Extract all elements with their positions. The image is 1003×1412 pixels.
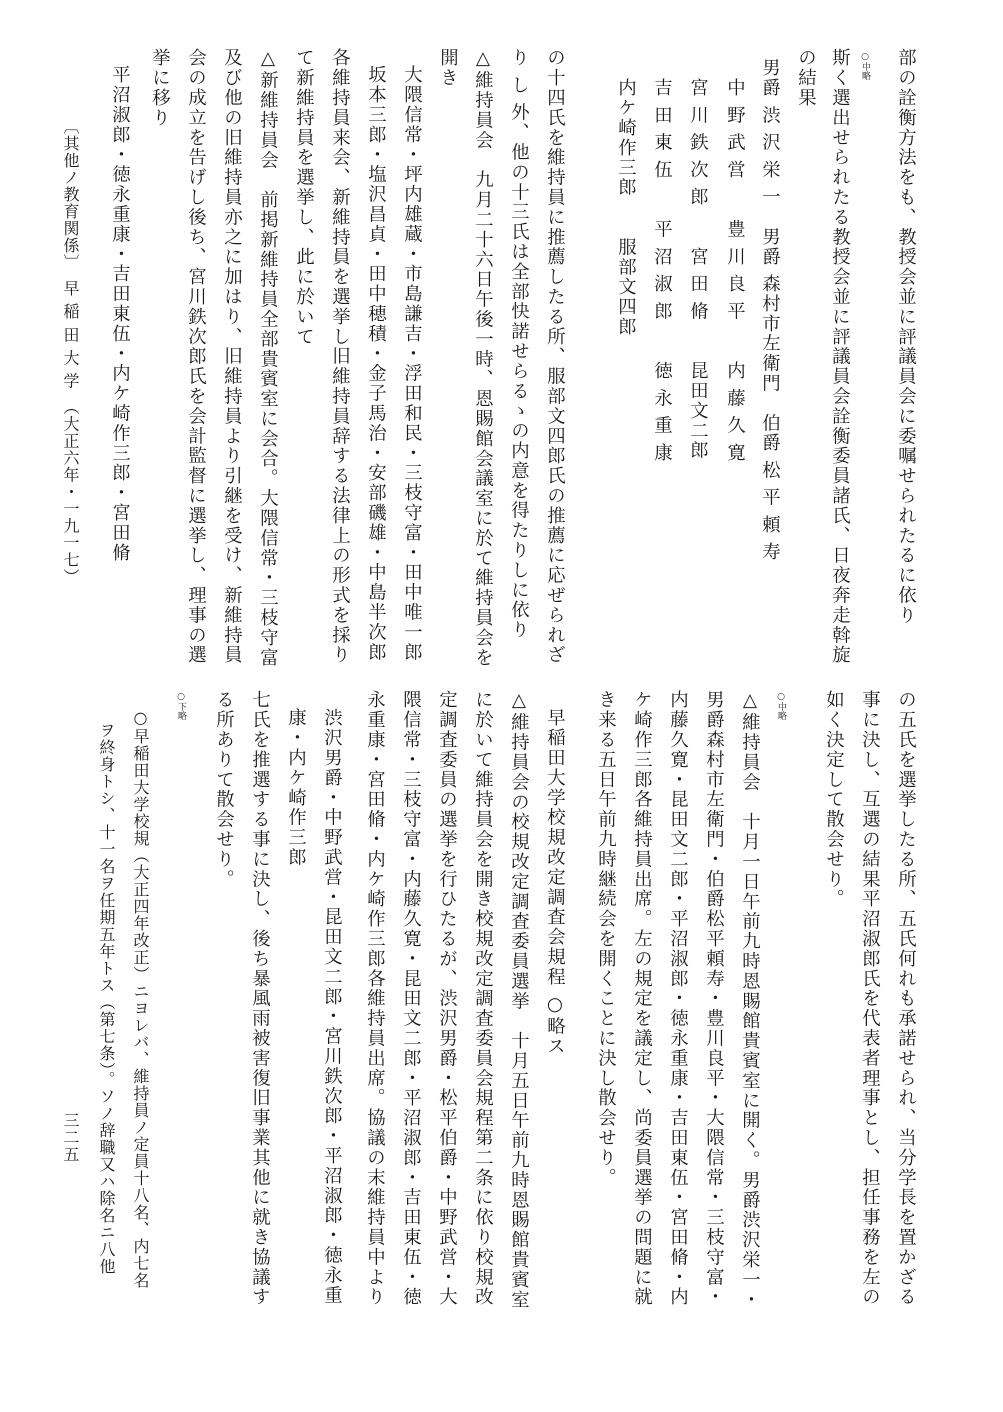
top-col-7: 宮 川 鉄 次 郎 宮 田 脩 昆田文二郎 (687, 78, 709, 461)
top-col-13: 開き (437, 48, 459, 88)
top-col-18: △新維持員会 前掲新維持員全部貴賓室に会合。大隈信常・三枝守富 (257, 48, 279, 668)
bottom-note-chuuryaku: ○中略 (776, 692, 786, 720)
bottom-col-14: 隈信常・三枝守富・内藤久寛・昆田文二郎・平沼淑郎・吉田東伍・徳 (400, 690, 422, 1307)
top-col-21: 挙に移り (149, 48, 171, 128)
bottom-col-10: 早稲田大学校規改定調査会規程 ○略ス (544, 708, 566, 1057)
top-col-20: 会の成立を告げし後ち、宮川鉄次郎氏を会計監督に選挙し、理事の選 (185, 48, 207, 665)
bottom-col-18: 七氏を推選する事に決し、後ち暴風雨被害復旧事業其他に就き協議す (249, 690, 271, 1307)
bottom-col-3: 如く決定して散会せり。 (823, 690, 845, 909)
bottom-footnote-2: ヲ終身トシ、十一名ヲ任期五年トス（第七条）。ソノ辞職又ハ除名ニ八他 (97, 722, 116, 1275)
bottom-footnote-1: ○早稲田大学校規（大正四年改正）ニヨレバ、維持員ノ定員十八名、内七名 (131, 708, 150, 1289)
top-col-15: 坂本三郎・塩沢昌貞・田中穂積・金子馬治・安部磯雄・中島半次郎 (365, 65, 387, 662)
top-col-16: 各維持員来会、新維持員を選挙し旧維持員辞する法律上の形式を採り (329, 48, 351, 665)
bottom-col-2: 事に決し、互選の結果平沼淑郎氏を代表者理事とし、担任事務を左の (859, 690, 881, 1307)
top-col-3: 斯く選出せられたる教授会並に評議員会詮衡委員諸氏、日夜奔走斡旋 (829, 48, 851, 665)
top-col-11: り し 外、他の十三氏は全部快諾せらるゝの内意を得たりしに依り (508, 48, 530, 640)
bottom-col-1: の五氏を選挙したる所、五氏何れも承諾せられ、当分学長を置かざる (895, 690, 917, 1307)
bottom-col-6: 男爵森村市左衛門・伯爵松平頼寿・豊川良平・大隈信常・三枝守富・ (703, 690, 725, 1307)
top-col-14: 大隈信常・坪内雄蔵・市島謙吉・浮田和民・三枝守富・田中唯一郎 (401, 65, 423, 662)
bottom-col-15: 永重康・宮田脩・内ケ崎作三郎各維持員出席。協議の末維持員中より (364, 690, 386, 1307)
top-col-12: △維持員会 九月二十六日午後一時、恩賜館会議室に於て維持員会を (472, 48, 494, 668)
top-col-9: 内ケ崎作三郎 服部文四郎 (615, 78, 637, 337)
bottom-col-12: に於いて維持員会を開き校規改定調査委員会規程第二条に依り校規改 (472, 690, 494, 1307)
page-number: 三二五 (61, 1112, 80, 1163)
top-col-6: 中 野 武 営 豊 川 良 平 内 藤 久 寛 (724, 78, 746, 463)
bottom-col-16: 渋沢男爵・中野武営・昆田文二郎・宮川鉄次郎・平沼淑郎・徳永重 (321, 708, 343, 1305)
bottom-col-9: き来る五日午前九時継続会を開くことに決し散会せり。 (595, 690, 617, 1188)
bottom-col-7: 内藤久寛・昆田文二郎・平沼淑郎・徳永重康・吉田東伍・宮田脩・内 (667, 690, 689, 1307)
running-header: 〔其他ノ教育関係〕 早 稲 田 大 学 （大正六年・一九一七） (61, 118, 80, 586)
bottom-col-5: △維持員会 十月一日午前九時恩賜館貴賓室に開く。男爵渋沢栄一・ (739, 690, 761, 1310)
bottom-col-8: ケ崎作三郎各維持員出席。左の規定を議定し、尚委員選挙の問題に就 (631, 690, 653, 1307)
top-col-1: 部の詮衡方法をも、教授会並に評議員会に委嘱せられたるに依り (895, 48, 917, 626)
top-col-5: 男爵 渋 沢 栄 一 男爵 森村市左衛門 伯爵 松 平 頼 寿 (759, 58, 781, 562)
bottom-col-13: 定調査委員の選挙を行ひたるが、渋沢男爵・松平伯爵・中野武営・大 (436, 690, 458, 1307)
top-col-19: 及び他の旧維持員亦之に加はり、旧維持員より引継を受け、新維持員 (221, 48, 243, 665)
bottom-note-geryaku: ○下略 (176, 692, 186, 720)
top-col-8: 吉 田 東 伍 平 沼 淑 郎 徳 永 重 康 (651, 78, 673, 463)
top-note-chuuryaku: ○中略 (860, 52, 870, 80)
top-col-17: て新維持員を選挙し、此に於いて (293, 48, 315, 347)
top-col-10: の十四氏を維持員に推薦したる所、服部文四郎氏の推薦に応ぜられざ (544, 48, 566, 665)
bottom-col-19: る所ありて散会せり。 (213, 690, 235, 889)
top-col-4: の結果 (795, 48, 817, 108)
bottom-col-17: 康・内ケ崎作三郎 (285, 708, 307, 868)
top-col-22: 平沼淑郎・徳永重康・吉田東伍・内ケ崎作三郎・宮田脩 (109, 65, 131, 563)
bottom-col-11: △維持員会の校規改定調査委員選挙 十月五日午前九時恩賜館貴賓室 (508, 690, 530, 1310)
